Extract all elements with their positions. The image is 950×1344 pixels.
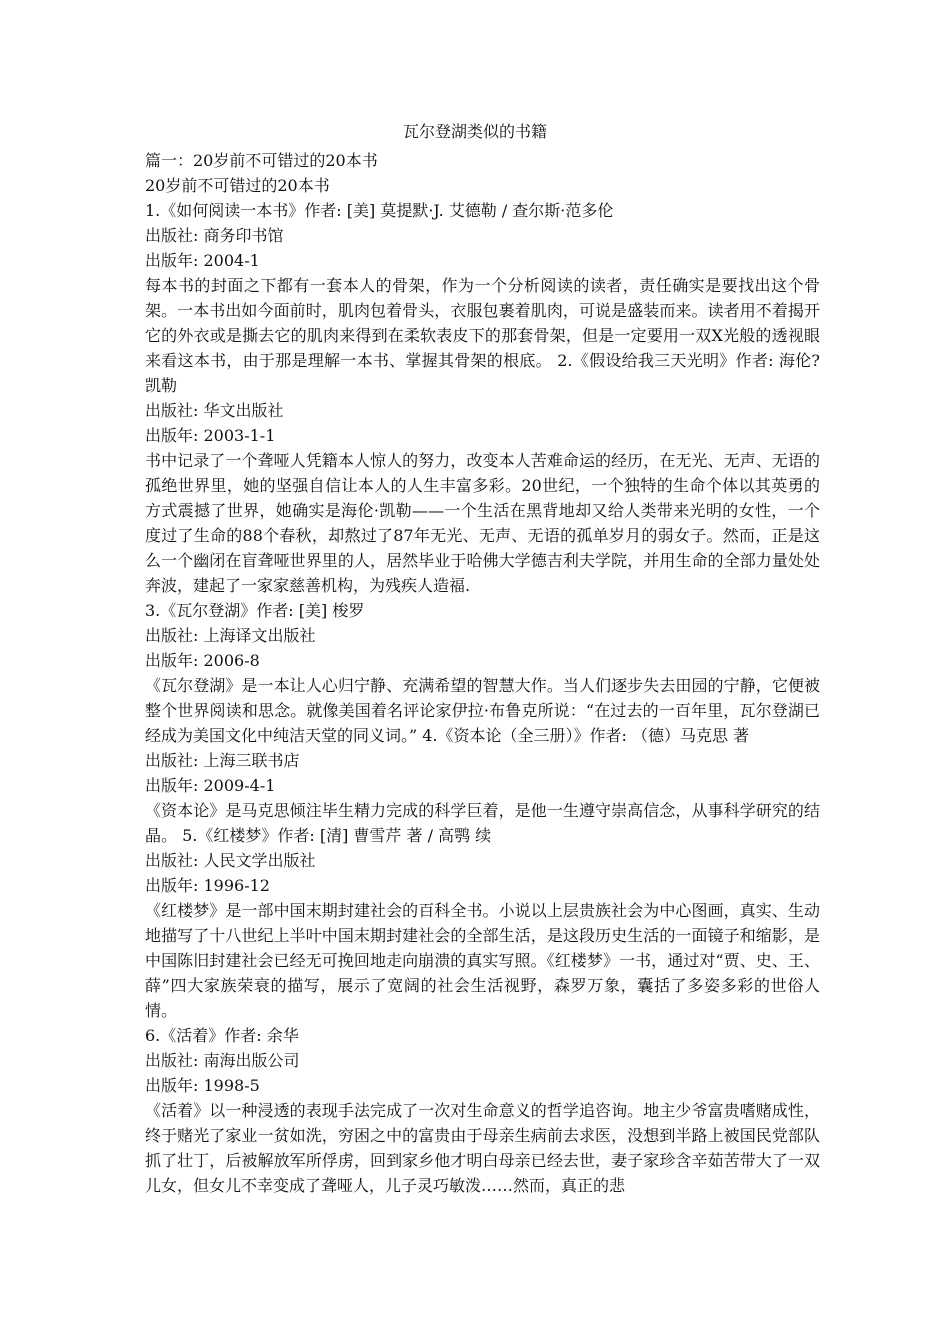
document-title: 瓦尔登湖类似的书籍 [402,122,547,141]
paragraph: 出版年: 2009-4-1 [145,776,276,795]
paragraph: 1.《如何阅读一本书》作者: [美] 莫提默·J. 艾德勒 / 查尔斯·范多伦 [145,201,614,220]
paragraph: 出版年: 2003-1-1 [145,426,276,445]
paragraph: 6.《活着》作者: 余华 [145,1026,299,1045]
paragraph: 出版年: 2006-8 [145,651,260,670]
paragraph: 《活着》以一种浸透的表现手法完成了一次对生命意义的哲学追咨询。地主少爷富贵嗜赌成性，终于赌光了家业一贫如洗，穷困之中的富贵由于母亲生病前去求医，没想到半路上被国民党部队抓了壮丁，后被解放军所俘虏，回到家乡他才明白母亲已经去世，妻子家珍含辛茹苦带大了一双儿女，但女儿不幸变成了聋哑人，儿子灵巧敏泼……然而，真正的悲 [145,1101,820,1195]
paragraph: 每本书的封面之下都有一套本人的骨架，作为一个分析阅读的读者，责任确实是要找出这个骨架。一本书出如今面前时，肌肉包着骨头，衣服包裹着肌肉，可说是盛装而来。读者用不着揭开它的外衣或是撕去它的肌肉来得到在柔软表皮下的那套骨架，但是一定要用一双X光般的透视眼来看这本书，由于那是理解一本书、掌握其骨架的根底。 2.《假设给我三天光明》作者: 海伦?凯勒 [145,276,820,395]
paragraph: 出版社: 上海三联书店 [145,751,300,770]
paragraph: 出版社: 上海译文出版社 [145,626,316,645]
paragraph: 出版年: 2004-1 [145,251,260,270]
paragraph: 《资本论》是马克思倾注毕生精力完成的科学巨着，是他一生遵守崇高信念，从事科学研究的结晶。 5.《红楼梦》作者: [清] 曹雪芹 著 / 高鹗 续 [145,801,820,845]
paragraph: 篇一：20岁前不可错过的20本书 [145,151,378,170]
paragraph: 出版社: 南海出版公司 [145,1051,300,1070]
paragraph: 20岁前不可错过的20本书 [145,176,330,195]
paragraph: 3.《瓦尔登湖》作者: [美] 梭罗 [145,601,365,620]
paragraph: 出版社: 人民文学出版社 [145,851,316,870]
paragraph: 出版年: 1998-5 [145,1076,260,1095]
paragraph: 出版年: 1996-12 [145,876,270,895]
paragraph: 《红楼梦》是一部中国末期封建社会的百科全书。小说以上层贵族社会为中心图画，真实、生动地描写了十八世纪上半叶中国末期封建社会的全部生活，是这段历史生活的一面镜子和缩影，是中国陈旧封建社会已经无可挽回地走向崩溃的真实写照。《红楼梦》一书，通过对“贾、史、王、薛”四大家族荣衰的描写，展示了宽阔的社会生活视野，森罗万象，囊括了多姿多彩的世俗人情。 [145,901,820,1020]
paragraph: 书中记录了一个聋哑人凭籍本人惊人的努力，改变本人苦难命运的经历，在无光、无声、无语的孤绝世界里，她的坚强自信让本人的人生丰富多彩。20世纪，一个独特的生命个体以其英勇的方式震撼了世界，她确实是海伦·凯勒——一个生活在黑背地却又给人类带来光明的女性，一个度过了生命的88个春秋，却熬过了87年无光、无声、无语的孤单岁月的弱女子。然而，正是这么一个幽闭在盲聋哑世界里的人，居然毕业于哈佛大学德吉利夫学院，并用生命的全部力量处处奔波，建起了一家家慈善机构，为残疾人造福. [145,451,820,595]
document-body [145,148,820,1198]
paragraph: 出版社: 商务印书馆 [145,226,284,245]
paragraph: 出版社: 华文出版社 [145,401,284,420]
paragraph: 《瓦尔登湖》是一本让人心归宁静、充满希望的智慧大作。当人们逐步失去田园的宁静，它便被整个世界阅读和思念。就像美国着名评论家伊拉·布鲁克所说：“在过去的一百年里，瓦尔登湖已经成为美国文化中纯洁天堂的同义词。” 4.《资本论（全三册）》作者: （德）马克思 著 [145,676,820,745]
